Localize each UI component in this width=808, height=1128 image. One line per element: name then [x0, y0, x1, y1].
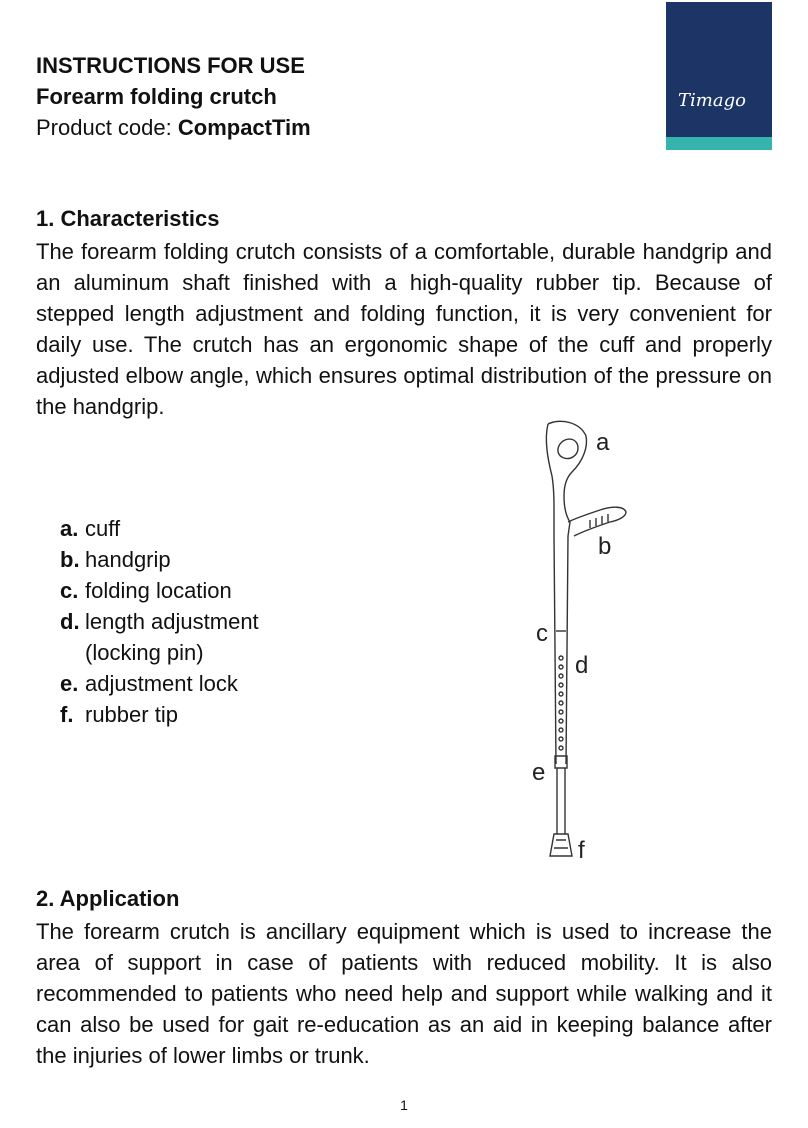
legend-item-a: a. cuff: [60, 516, 121, 541]
product-code: [36, 112, 311, 143]
brand-logo-text: Timago: [678, 90, 746, 111]
legend-item-e: e. adjustment lock: [60, 671, 238, 696]
crutch-diagram: [520, 416, 630, 868]
shaft-outline: [554, 536, 568, 764]
crutch-drawing: [546, 421, 626, 856]
section-2-title: 2. Application: [36, 886, 180, 911]
label-e: e: [532, 759, 546, 786]
adjustment-lock-outline: [555, 756, 567, 768]
page-number: 1: [400, 1097, 408, 1113]
label-b: b: [598, 533, 612, 560]
doc-title: INSTRUCTIONS FOR USE: [36, 53, 305, 78]
legend-item-d: d. length adjustment: [60, 609, 259, 634]
label-f: f: [578, 837, 585, 864]
legend-item-f: f. rubber tip: [60, 702, 178, 727]
rubber-tip-outline: [550, 834, 572, 856]
handgrip-outline: [568, 507, 626, 536]
section-1-title: 1. Characteristics: [36, 206, 220, 231]
product-code-value: CompactTim: [177, 115, 311, 140]
label-d: d: [575, 652, 589, 679]
brand-logo: [666, 2, 772, 150]
product-code-label: Product code:: [36, 115, 178, 140]
legend-item-d-note: (locking pin): [85, 640, 204, 665]
product-name: Forearm folding crutch: [36, 84, 277, 109]
brand-logo-accent-strip: [666, 137, 772, 150]
label-a: a: [596, 429, 610, 456]
legend-item-b: b. handgrip: [60, 547, 171, 572]
legend-item-c: c. folding location: [60, 578, 232, 603]
parts-legend: [60, 513, 259, 730]
label-c: c: [536, 620, 548, 647]
section-1-body: The forearm folding crutch consists of a comfortable, durable handgrip and an aluminum shaft finished with a high-quality rubber tip. Because of stepped length adjustment and folding function, it is very convenient for daily use. The crutch has an ergonomic shape of the cuff and properly adjusted elbow angle, which ensures optimal distribution of the pressure on the handgrip.: [36, 239, 772, 419]
document-header: [36, 50, 311, 143]
section-2-body: The forearm crutch is ancillary equipment which is used to increase the area of support in case of patients with reduced mobility. It is also recommended to patients who need help and support while walking and it can also be used for gait re-education as an aid in keeping balance after the injuries of lower limbs or trunk.: [36, 919, 772, 1068]
